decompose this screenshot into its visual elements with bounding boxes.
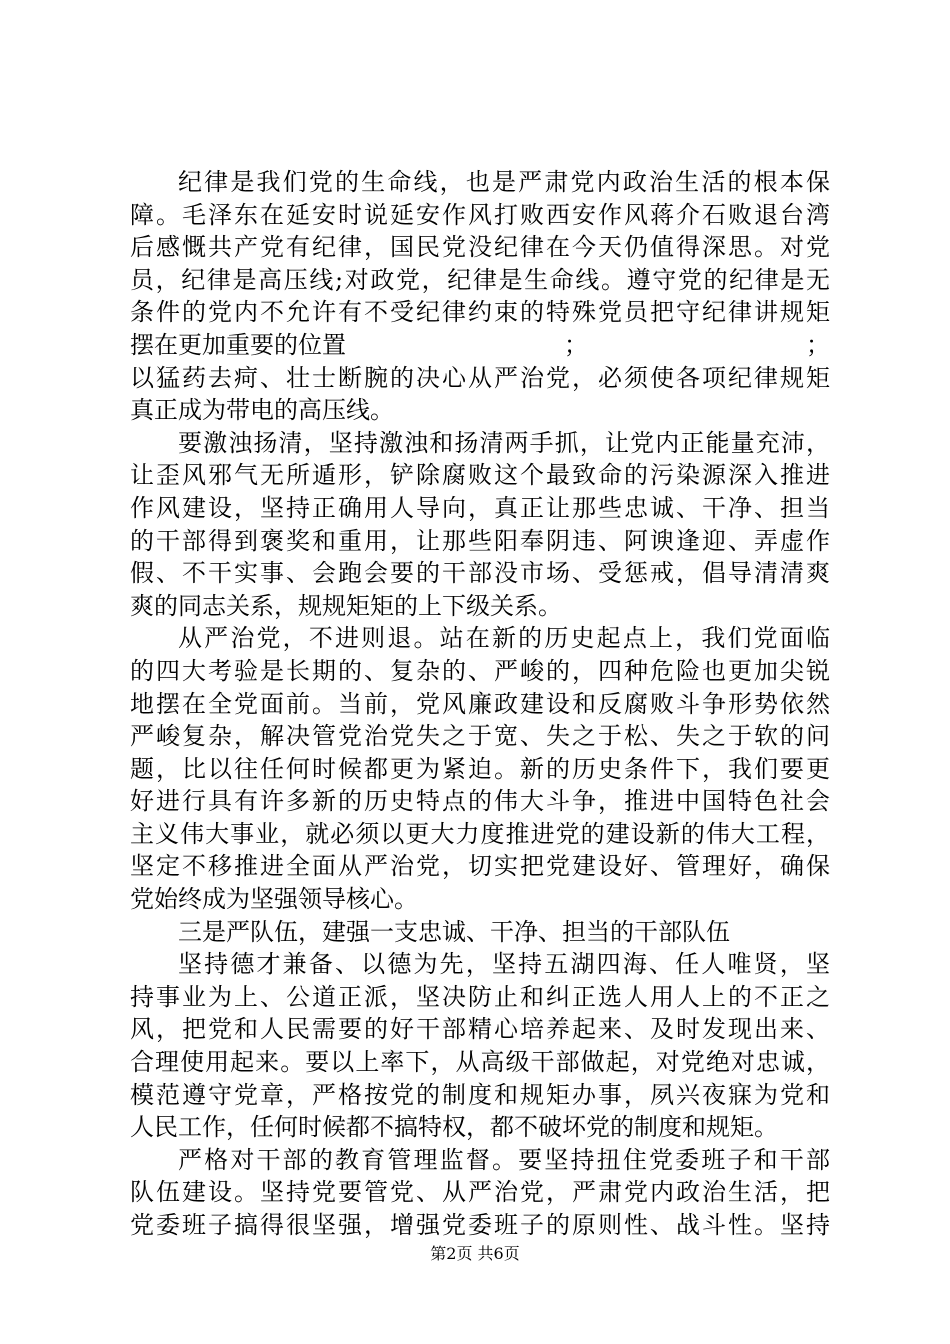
text-line: 好进行具有许多新的历史特点的伟大斗争，推进中国特色社会 bbox=[130, 787, 830, 816]
text-line: 假、不干实事、会跑会要的干部没市场、受惩戒，倡导清清爽 bbox=[130, 559, 830, 588]
text-line: 作风建设，坚持正确用人导向，真正让那些忠诚、干净、担当 bbox=[130, 493, 830, 522]
text-line: 题，比以往任何时候都更为紧迫。新的历史条件下，我们要更 bbox=[130, 754, 830, 783]
text-line: 地摆在全党面前。当前，党风廉政建设和反腐败斗争形势依然 bbox=[130, 689, 830, 718]
text-line: 持事业为上、公道正派，坚决防止和纠正选人用人上的不正之 bbox=[130, 982, 830, 1011]
text-line: 风，把党和人民需要的好干部精心培养起来、及时发现出来、 bbox=[130, 1015, 830, 1044]
text-line: 以猛药去疴、壮士断腕的决心从严治党，必须使各项纪律规矩 bbox=[130, 363, 830, 392]
text-line bbox=[130, 329, 830, 362]
text-line: 党委班子搞得很坚强，增强党委班子的原则性、战斗性。坚持 bbox=[130, 1211, 830, 1239]
text-line: 纪律是我们党的生命线，也是严肃党内政治生活的根本保 bbox=[178, 168, 830, 196]
text-line: 要激浊扬清，坚持激浊和扬清两手抓，让党内正能量充沛， bbox=[178, 428, 830, 457]
text-line: 模范遵守党章，严格按党的制度和规矩办事，夙兴夜寐为党和 bbox=[130, 1080, 830, 1109]
text-line: 的四大考验是长期的、复杂的、严峻的，四种危险也更加尖锐 bbox=[130, 656, 830, 685]
text-line: 三是严队伍，建强一支忠诚、干净、担当的干部队伍 bbox=[178, 917, 730, 946]
text-line: 爽的同志关系，规规矩矩的上下级关系。 bbox=[130, 591, 562, 620]
text-line: 人民工作，任何时候都不搞特权，都不破坏党的制度和规矩。 bbox=[130, 1113, 778, 1142]
text-line-part: ； bbox=[806, 330, 830, 359]
text-line: 严峻复杂，解决管党治党失之于宽、失之于松、失之于软的问 bbox=[130, 722, 830, 751]
text-line: 从严治党，不进则退。站在新的历史起点上，我们党面临 bbox=[178, 624, 830, 653]
text-line: 合理使用起来。要以上率下，从高级干部做起，对党绝对忠诚， bbox=[130, 1048, 830, 1077]
text-line: 障。毛泽东在延安时说延安作风打败西安作风蒋介石败退台湾 bbox=[130, 200, 830, 229]
text-line: 真正成为带电的高压线。 bbox=[130, 396, 394, 425]
text-line: 让歪风邪气无所遁形，铲除腐败这个最致命的污染源深入推进 bbox=[130, 461, 830, 490]
text-line: 的干部得到褒奖和重用，让那些阳奉阴违、阿谀逢迎、弄虚作 bbox=[130, 526, 830, 555]
document-body bbox=[130, 166, 830, 1242]
text-line: 党始终成为坚强领导核心。 bbox=[130, 885, 418, 914]
text-line: 坚持德才兼备、以德为先，坚持五湖四海、任人唯贤，坚 bbox=[178, 950, 830, 979]
text-line: 主义伟大事业，就必须以更大力度推进党的建设新的伟大工程， bbox=[130, 819, 830, 848]
text-line: 条件的党内不允许有不受纪律约束的特殊党员把守纪律讲规矩 bbox=[130, 298, 830, 327]
text-line: 严格对干部的教育管理监督。要坚持扭住党委班子和干部 bbox=[178, 1145, 830, 1174]
text-line: 后感慨共产党有纪律，国民党没纪律在今天仍值得深思。对党 bbox=[130, 233, 830, 262]
text-line: 队伍建设。坚持党要管党、从严治党，严肃党内政治生活，把 bbox=[130, 1178, 830, 1207]
text-line: 坚定不移推进全面从严治党，切实把党建设好、管理好，确保 bbox=[130, 852, 830, 881]
text-line-part: 摆在更加重要的位置 bbox=[130, 330, 346, 359]
page-footer: 第2页 共6页 bbox=[430, 1244, 520, 1263]
text-line: 员，纪律是高压线;对政党，纪律是生命线。遵守党的纪律是无 bbox=[130, 265, 830, 294]
text-line-part: ； bbox=[564, 330, 588, 359]
